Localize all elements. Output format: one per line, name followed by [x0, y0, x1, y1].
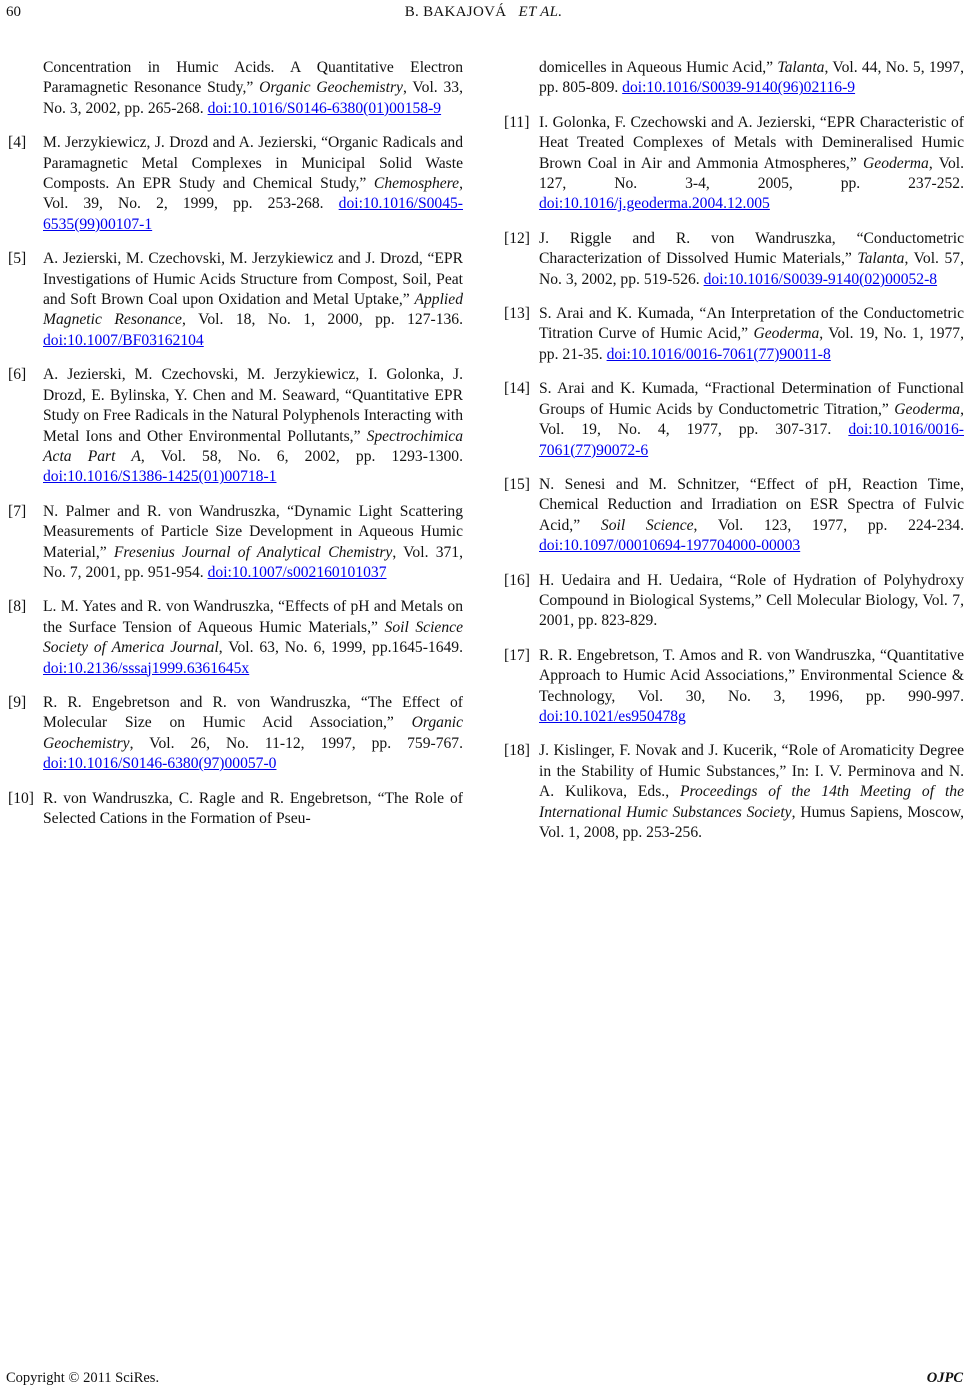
- right-column: [507, 58, 964, 857]
- reference-text: H. Uedaira and H. Uedaira, “Role of Hydration of Polyhydroxy Compound in Biological Systems,” Cell Molecular Biology, Vol. 7, 2001, pp. 823-829.: [539, 571, 964, 630]
- running-head-author: B. BAKAJOVÁ: [404, 4, 507, 20]
- reference-entry: [11, 597, 463, 679]
- journal-title: Spectrochimica Acta Part A: [43, 427, 463, 465]
- doi-link[interactable]: doi:10.1016/j.geoderma.2004.12.005: [539, 195, 770, 213]
- reference-text: R. von Wandruszka, C. Ragle and R. Engebretson, “The Role of Selected Cations in the Formation of Pseu-: [43, 789, 463, 827]
- reference-text: M. Jerzykiewicz, J. Drozd and A. Jezierski, “Organic Radicals and Paramagnetic Metal Complexes in Municipal Solid Waste Composts. An EPR Study and Chemical Study,”: [43, 134, 463, 193]
- left-column: [11, 58, 463, 843]
- reference-text: N. Senesi and M. Schnitzer, “Effect of pH, Reaction Time, Chemical Reduction and Irradiation on ESR Spectra of Fulvic Acid,”: [539, 475, 964, 534]
- reference-entry: [11, 502, 463, 584]
- reference-entry: [11, 693, 463, 775]
- reference-number: [ 9 ]: [8, 693, 26, 713]
- doi-link[interactable]: doi:10.1021/es950478g: [539, 707, 686, 725]
- doi-link[interactable]: doi:10.1016/S0146-6380(97)00057-0: [43, 755, 277, 773]
- running-head-etal: ET AL.: [518, 4, 563, 20]
- doi-link[interactable]: doi:10.1016/0016-7061(77)90011-8: [606, 345, 831, 363]
- journal-title: Organic Geochemistry: [43, 714, 463, 752]
- reference-text: A. Jezierski, M. Czechovski, M. Jerzykiewicz, I. Golonka, J. Drozd, E. Bylinska, Y. Chen and M. Seaward, “Quantitative EPR Study on Free Radicals in the Natural Polyphenols Interacting with Metal Ions and Other Environmental Pollutants,”: [43, 366, 463, 445]
- reference-continuation: domicelles in Aqueous Humic Acid,” Talanta, Vol. 44, No. 5, 1997, pp. 805-809. doi:10.1016/S0039-9140(96)02116-9: [539, 59, 964, 97]
- reference-number: [ 10 ]: [8, 789, 34, 809]
- doi-link[interactable]: doi:10.1016/S0039-9140(96)02116-9: [622, 79, 856, 97]
- reference-details: , Vol. 371, No. 7, 2001, pp. 951-954.: [43, 543, 463, 581]
- reference-details: , Vol. 39, No. 2, 1999, pp. 253-268.: [43, 175, 463, 213]
- page-footer: [0, 1370, 967, 1390]
- reference-number: [ 11 ]: [504, 113, 529, 133]
- reference-text: R. R. Engebretson, T. Amos and R. von Wandruszka, “Quantitative Approach to Humic Acid Associations,” Environmental Science & Technology, Vol. 30, No. 3, 1996, pp. 990-997.: [539, 646, 964, 705]
- reference-text: N. Palmer and R. von Wandruszka, “Dynamic Light Scattering Measurements of Particle Size Development in Aqueous Humic Material,”: [43, 502, 463, 561]
- reference-details: , Vol. 19, No. 1, 1977, pp. 21-35.: [539, 325, 964, 363]
- reference-number: [ 16 ]: [504, 571, 530, 591]
- reference-details: , Vol. 18, No. 1, 2000, pp. 127-136.: [181, 311, 463, 329]
- running-head: [0, 4, 967, 21]
- journal-title: Soil Science Society of America Journal: [43, 618, 463, 657]
- reference-text: J. Riggle and R. von Wandruszka, “Conductometric Characterization of Dissolved Humic Materials,”: [539, 229, 964, 268]
- reference-entry: [507, 571, 964, 632]
- doi-link[interactable]: doi:10.1016/S0045-6535(99)00107-1: [43, 195, 463, 233]
- reference-details: , Vol. 63, No. 6, 1999, pp.1645-1649.: [218, 639, 463, 657]
- reference-details: , Humus Sapiens, Moscow, Vol. 1, 2008, pp. 253-256.: [539, 803, 964, 841]
- journal-title: Chemosphere: [373, 175, 460, 193]
- journal-title: Geoderma: [863, 154, 929, 172]
- reference-continuation: Concentration in Humic Acids. A Quantitative Electron Paramagnetic Resonance Study,” Organic Geochemistry, Vol. 33, No. 3, 2002, pp. 265-268. doi:10.1016/S0146-6380(01)00158-9: [43, 59, 464, 117]
- journal-title: Soil Science: [600, 516, 694, 534]
- reference-entry: [11, 133, 463, 235]
- reference-text: I. Golonka, F. Czechowski and A. Jezierski, “EPR Characteristic of Heat Treated Complexes of Metals with Demineralised Humic Brown Coal in Air and Ammonia Atmospheres,”: [539, 113, 964, 172]
- reference-number: [ 15 ]: [504, 475, 530, 495]
- reference-number: [ 13 ]: [504, 304, 530, 324]
- doi-link[interactable]: doi:10.1016/S0039-9140(02)00052-8: [703, 270, 938, 288]
- reference-number: [ 14 ]: [504, 379, 530, 399]
- reference-text: R. R. Engebretson and R. von Wandruszka, “The Effect of Molecular Size on Humic Acid Association,”: [43, 693, 463, 732]
- doi-link[interactable]: doi:10.1007/BF03162104: [43, 331, 204, 349]
- reference-number: [ 12 ]: [504, 229, 530, 249]
- reference-details: , Vol. 57, No. 3, 2002, pp. 519-526.: [539, 250, 965, 288]
- reference-entry: [507, 113, 964, 215]
- journal-abbreviation: OJPC: [926, 1370, 963, 1386]
- reference-number: [ 5 ]: [8, 249, 26, 269]
- doi-link[interactable]: doi:10.2136/sssaj1999.6361645x: [43, 659, 250, 677]
- reference-number: [ 4 ]: [8, 133, 26, 153]
- reference-details: , Vol. 123, 1977, pp. 224-234.: [693, 516, 964, 534]
- reference-text: A. Jezierski, M. Czechovski, M. Jerzykiewicz and J. Drozd, “EPR Investigations of Humic Acids Structure from Compost, Soil, Peat and Soft Brown Coal upon Oxidation and Metal Uptake,”: [43, 250, 463, 309]
- reference-entry: [507, 475, 964, 557]
- reference-text: S. Arai and K. Kumada, “Fractional Determination of Functional Groups of Humic Acids by Conductometric Titration,”: [539, 380, 964, 418]
- reference-text: L. M. Yates and R. von Wandruszka, “Effects of pH and Metals on the Surface Tension of Aqueous Humic Materials,”: [43, 598, 463, 636]
- reference-details: , Vol. 58, No. 6, 2002, pp. 1293-1300.: [140, 447, 464, 465]
- reference-entry: [11, 365, 463, 487]
- journal-title: Geoderma: [753, 325, 820, 343]
- page-header: [0, 4, 967, 26]
- journal-title: Fresenius Journal of Analytical Chemistry: [113, 543, 393, 561]
- doi-link[interactable]: doi:10.1007/s002160101037: [207, 563, 387, 581]
- reference-entry: [507, 741, 964, 843]
- reference-entry: [11, 249, 463, 351]
- reference-details: , Vol. 19, No. 4, 1977, pp. 307-317.: [539, 400, 964, 439]
- reference-number: [ 6 ]: [8, 365, 26, 385]
- reference-number: [ 7 ]: [8, 502, 26, 522]
- reference-entry: [507, 379, 964, 461]
- reference-list-left: [11, 133, 463, 829]
- reference-entry: [507, 304, 964, 365]
- doi-link[interactable]: doi:10.1016/0016-7061(77)90072-6: [539, 421, 964, 459]
- reference-text: J. Kislinger, F. Novak and J. Kucerik, “Role of Aromaticity Degree in the Stability of Humic Substances,” In: I. V. Perminova and N. A. Kulikova, Eds.,: [539, 742, 964, 801]
- copyright-notice: Copyright © 2011 SciRes.: [6, 1370, 160, 1386]
- reference-list-right: [507, 113, 964, 844]
- reference-entry: [507, 229, 964, 290]
- reference-details: , Vol. 127, No. 3-4, 2005, pp. 237-252.: [539, 154, 964, 193]
- doi-link[interactable]: doi:10.1097/00010694-197704000-00003: [539, 537, 801, 555]
- doi-link[interactable]: doi:10.1016/S0146-6380(01)00158-9: [207, 99, 442, 117]
- journal-title: Applied Magnetic Resonance: [43, 291, 463, 329]
- reference-entry: [11, 789, 463, 830]
- reference-number: [ 18 ]: [504, 741, 530, 761]
- journal-title: Talanta: [857, 250, 905, 268]
- reference-number: [ 17 ]: [504, 646, 530, 666]
- doi-link[interactable]: doi:10.1016/S1386-1425(01)00718-1: [43, 468, 277, 486]
- page-number: 60: [6, 4, 21, 20]
- reference-number: [ 8 ]: [8, 597, 26, 617]
- journal-title: Proceedings of the 14th Meeting of the International Humic Substances Society: [539, 783, 964, 821]
- reference-details: , Vol. 26, No. 11-12, 1997, pp. 759-767.: [129, 734, 463, 752]
- reference-entry: [507, 646, 964, 728]
- reference-text: S. Arai and K. Kumada, “An Interpretation of the Conductometric Titration Curve of Humic Acid,”: [539, 305, 964, 343]
- journal-title: Geoderma: [894, 400, 961, 418]
